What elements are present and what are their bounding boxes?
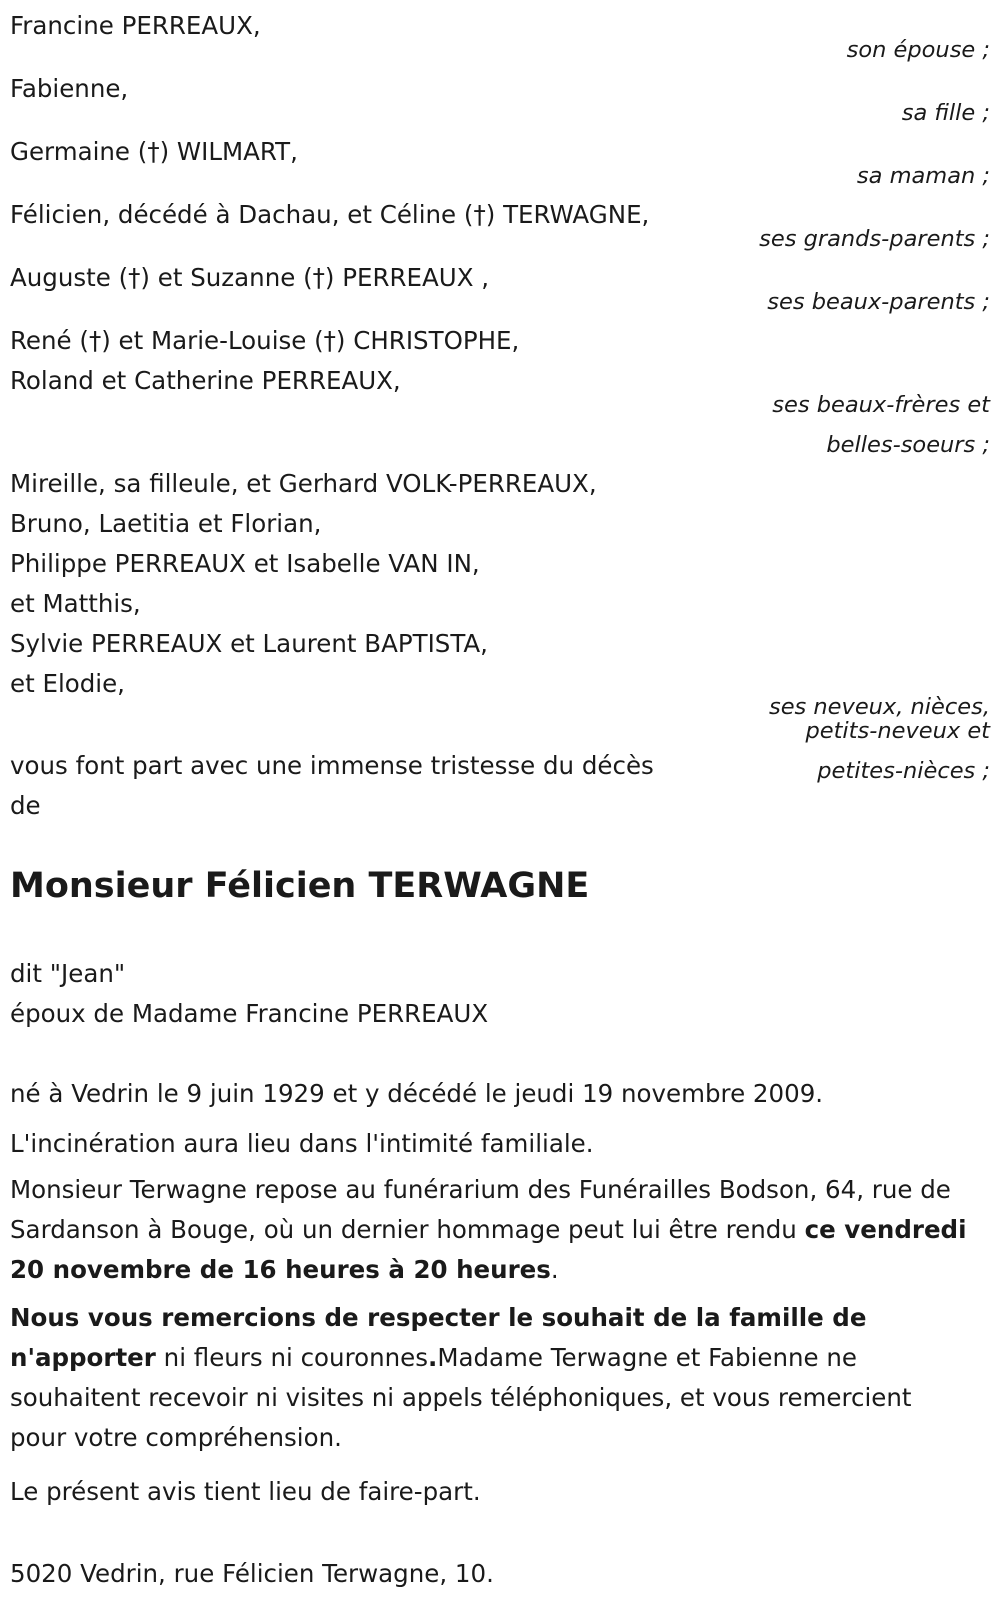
- viewing-time: ce vendredi 20 novembre de 16 heures à 20 heures: [10, 1215, 967, 1284]
- spouse-line: époux de Madame Francine PERREAUX: [10, 999, 489, 1028]
- request-text: ni fleurs ni couronnes: [155, 1343, 428, 1372]
- relation-grandparents: ses grands-parents ;: [759, 226, 990, 252]
- cremation: L'incinération aura lieu dans l'intimité familiale.: [10, 1129, 594, 1158]
- family-name-mother: Germaine (†) WILMART,: [10, 137, 298, 166]
- deceased-name: Monsieur Félicien TERWAGNE: [10, 866, 590, 906]
- nephew-name-6: et Elodie,: [10, 669, 125, 698]
- announce-line-1: vous font part avec une immense tristesse du décès: [10, 751, 654, 780]
- family-name-parents-in-law: Auguste (†) et Suzanne (†) PERREAUX ,: [10, 263, 490, 292]
- family-name-spouse: Francine PERREAUX,: [10, 11, 261, 40]
- viewing-paragraph: [10, 1170, 974, 1290]
- nephew-name-3: Philippe PERREAUX et Isabelle VAN IN,: [10, 549, 480, 578]
- nickname: dit "Jean": [10, 959, 126, 988]
- notice: Le présent avis tient lieu de faire-part.: [10, 1477, 481, 1506]
- relation-in-laws-line-1: ses beaux-frères et: [772, 392, 990, 418]
- family-name-daughter: Fabienne,: [10, 74, 129, 103]
- relation-nephews-line-2: petits-neveux et: [805, 718, 990, 744]
- relation-mother: sa maman ;: [856, 163, 990, 189]
- request-rest: Madame Terwagne et Fabienne ne souhaitent recevoir ni visites ni appels téléphoniques, et vous remercient pour votre compréhension.: [10, 1343, 912, 1452]
- announce-line-2: de: [10, 791, 41, 820]
- brother-in-law-name-2: Roland et Catherine PERREAUX,: [10, 366, 401, 395]
- request-paragraph: [10, 1298, 974, 1458]
- relation-parents-in-law: ses beaux-parents ;: [767, 289, 990, 315]
- viewing-text: Monsieur Terwagne repose au funérarium des Funérailles Bodson, 64, rue de Sardanson à Bouge, où un dernier hommage peut lui être rendu: [10, 1175, 951, 1244]
- viewing-end: .: [550, 1255, 559, 1284]
- nephew-name-2: Bruno, Laetitia et Florian,: [10, 509, 322, 538]
- address: 5020 Vedrin, rue Félicien Terwagne, 10.: [10, 1559, 494, 1588]
- nephew-name-4: et Matthis,: [10, 589, 141, 618]
- request-dot: .: [428, 1343, 438, 1372]
- birth-death: né à Vedrin le 9 juin 1929 et y décédé le jeudi 19 novembre 2009.: [10, 1079, 824, 1108]
- family-name-grandparents: Félicien, décédé à Dachau, et Céline (†) TERWAGNE,: [10, 200, 650, 229]
- relation-nephews-line-3: petites-nièces ;: [817, 758, 990, 784]
- relation-daughter: sa fille ;: [901, 100, 990, 126]
- nephew-name-5: Sylvie PERREAUX et Laurent BAPTISTA,: [10, 629, 488, 658]
- request-bold: Nous vous remercions de respecter le souhait de la famille de n'apporter: [10, 1303, 867, 1372]
- relation-spouse: son épouse ;: [846, 37, 990, 63]
- relation-in-laws-line-2: belles-soeurs ;: [826, 432, 990, 458]
- relation-nephews-line-1: ses neveux, nièces,: [768, 694, 990, 720]
- brother-in-law-name-1: René (†) et Marie-Louise (†) CHRISTOPHE,: [10, 326, 520, 355]
- nephew-name-1: Mireille, sa filleule, et Gerhard VOLK-PERREAUX,: [10, 469, 597, 498]
